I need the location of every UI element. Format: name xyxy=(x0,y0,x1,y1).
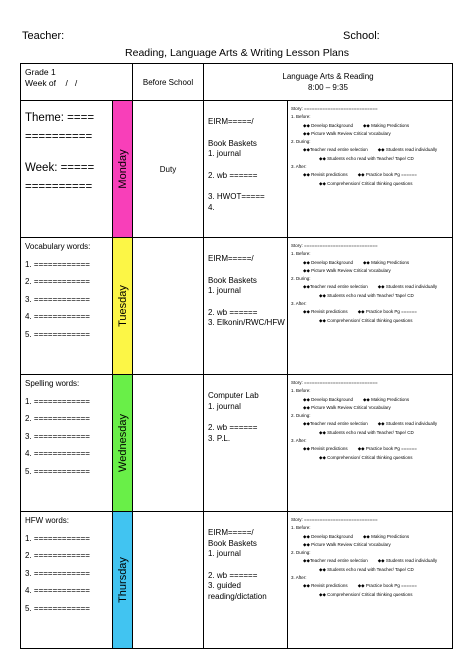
story-line xyxy=(291,574,450,582)
story-text: 3. After: xyxy=(291,438,307,444)
lang-arts-item: 1. journal xyxy=(208,149,241,158)
left-cell xyxy=(21,101,113,238)
day-name: Tuesday xyxy=(116,285,129,327)
story-text: ◆◆ Develop Background xyxy=(303,259,353,265)
story-text: 2. During: xyxy=(291,413,311,419)
theme-line: ========== xyxy=(25,131,93,143)
story-text: ◆◆ Picture Walk Review Critical Vocabulary xyxy=(303,130,391,136)
word-list-title: Spelling words: xyxy=(25,379,80,388)
story-line xyxy=(291,454,450,462)
left-cell xyxy=(21,375,113,512)
story-text: ◆◆Teacher read entire selection xyxy=(303,421,368,427)
story-text: ◆◆ Students echo read with Teacher/ Tape/ CD xyxy=(319,429,414,435)
story-line xyxy=(291,138,450,146)
story-line xyxy=(291,541,450,549)
story-text: ◆◆ Students read individually xyxy=(377,284,438,290)
story-text: ◆◆Teacher read entire selection xyxy=(303,147,368,153)
before-school-cell xyxy=(133,512,204,649)
story-line xyxy=(291,533,450,541)
story-line xyxy=(291,180,450,188)
story-text: ◆◆ Comprehension/ Critical thinking questions xyxy=(319,591,413,597)
story-text: Story: ============================ xyxy=(291,380,378,385)
story-text: ◆◆ Picture Walk Review Critical Vocabulary xyxy=(303,541,391,547)
story-line xyxy=(291,437,450,445)
story-line xyxy=(291,283,450,291)
word-list-item: 1. ============ xyxy=(25,396,90,406)
theme-line: ========== xyxy=(25,181,93,193)
lang-arts-item: 3. guided xyxy=(208,581,241,590)
story-line xyxy=(291,445,450,453)
story-line xyxy=(291,122,450,130)
lang-arts-item: 4. xyxy=(208,202,215,212)
story-text: ◆◆ Revisit predictions xyxy=(303,446,348,452)
story-text: ◆◆ Develop Background xyxy=(303,396,353,402)
story-line xyxy=(291,317,450,325)
story-text: ◆◆ Picture Walk Review Critical Vocabulary xyxy=(303,267,391,273)
grade-label: Grade 1 xyxy=(25,67,56,77)
story-text: 2. During: xyxy=(291,276,311,282)
lang-arts-item: 3. HWOT===== xyxy=(208,192,265,201)
story-line xyxy=(291,387,450,395)
day-label-cell xyxy=(113,238,133,375)
word-list-item: 4. ============ xyxy=(25,586,90,595)
lang-arts-item: 3. Elkonin/RWC/HFW xyxy=(208,318,285,327)
lang-arts-item: reading/dictation xyxy=(208,591,267,601)
story-text: ◆◆ Develop Background xyxy=(303,122,353,128)
lang-arts-item: 2. wb ====== xyxy=(208,170,258,180)
story-text: ◆◆ Develop Background xyxy=(303,533,353,539)
story-text: ◆◆ Revisit predictions xyxy=(303,309,348,315)
story-text: 2. During: xyxy=(291,550,311,556)
lang-arts-cell xyxy=(204,375,288,512)
day-row-wednesday xyxy=(21,375,453,512)
lang-arts-item: 3. P.L. xyxy=(208,433,231,443)
lang-arts-cell xyxy=(204,101,288,238)
story-text: ◆◆ Students echo read with Teacher/ Tape/ CD xyxy=(319,155,414,161)
before-school-cell xyxy=(133,375,204,512)
table-header-row xyxy=(21,64,453,101)
word-list-item: 5. ============ xyxy=(25,466,90,476)
lang-arts-item: 2. wb ====== xyxy=(208,423,258,432)
story-text: ◆◆ Revisit predictions xyxy=(303,583,348,589)
story-line xyxy=(291,308,450,316)
story-line xyxy=(291,275,450,283)
day-label-cell xyxy=(113,512,133,649)
story-line xyxy=(291,516,450,524)
story-text: ◆◆ Students echo read with Teacher/ Tape/ CD xyxy=(319,292,414,298)
word-list-title: Vocabulary words: xyxy=(25,242,91,251)
lang-arts-item: 2. wb ====== xyxy=(208,307,258,317)
story-text: ◆◆ Making Predictions xyxy=(362,533,410,539)
story-line xyxy=(291,163,450,171)
story-text: ◆◆Teacher read entire selection xyxy=(303,558,368,564)
story-text: ◆◆ Practice book Pg ====== xyxy=(357,309,417,315)
lesson-plan-table xyxy=(20,63,453,649)
story-line xyxy=(291,250,450,258)
story-text: ◆◆ Students read individually xyxy=(377,558,438,564)
story-text: 1. Before: xyxy=(291,525,311,531)
lang-arts-item: Computer Lab xyxy=(208,391,259,400)
word-list-item: 5. ============ xyxy=(25,603,90,613)
story-text: 1. Before: xyxy=(291,251,311,257)
lang-arts-time: 8:00 – 9:35 xyxy=(307,83,349,92)
story-text: 1. Before: xyxy=(291,114,311,120)
story-line xyxy=(291,259,450,267)
story-line xyxy=(291,591,450,599)
day-name: Thursday xyxy=(116,557,129,603)
story-line xyxy=(291,404,450,412)
story-text: ◆◆ Comprehension/ Critical thinking questions xyxy=(319,317,413,323)
day-label-cell xyxy=(113,101,133,238)
story-text: Story: ============================ xyxy=(291,243,378,248)
page-title: Reading, Language Arts & Writing Lesson Plans xyxy=(125,47,349,59)
story-text: 3. After: xyxy=(291,575,307,581)
story-text: ◆◆ Practice book Pg ====== xyxy=(357,583,417,589)
story-line xyxy=(291,582,450,590)
word-list-item: 2. ============ xyxy=(25,551,90,560)
lang-arts-item: Book Baskets xyxy=(208,138,257,148)
week-label: Week of / / xyxy=(25,78,78,88)
word-list-item: 3. ============ xyxy=(25,294,90,304)
story-text: ◆◆ Students read individually xyxy=(377,421,438,427)
lang-arts-item: 2. wb ====== xyxy=(208,570,258,580)
story-text: 1. Before: xyxy=(291,388,311,394)
lang-arts-cell xyxy=(204,238,288,375)
story-text: ◆◆ Making Predictions xyxy=(362,259,410,265)
story-line xyxy=(291,549,450,557)
before-school-cell: Duty xyxy=(133,101,204,238)
story-line xyxy=(291,292,450,300)
word-list-item: 2. ============ xyxy=(25,414,90,423)
day-label-cell xyxy=(113,375,133,512)
story-text: ◆◆ Picture Walk Review Critical Vocabulary xyxy=(303,404,391,410)
theme-line: Week: ===== xyxy=(25,162,95,174)
story-text: 2. During: xyxy=(291,139,311,145)
story-cell xyxy=(288,238,453,375)
story-line xyxy=(291,420,450,428)
lang-arts-item: EIRM=====/ xyxy=(208,254,254,263)
story-line xyxy=(291,267,450,275)
before-school-header: Before School xyxy=(133,64,204,101)
word-list-item: 4. ============ xyxy=(25,449,90,458)
story-line xyxy=(291,429,450,437)
word-list-item: 3. ============ xyxy=(25,431,90,441)
story-text: Story: ============================ xyxy=(291,517,378,522)
story-line xyxy=(291,242,450,250)
lang-arts-item: 1. journal xyxy=(208,549,241,558)
story-line xyxy=(291,155,450,163)
story-text: ◆◆ Making Predictions xyxy=(362,396,410,402)
story-line xyxy=(291,105,450,113)
teacher-label: Teacher: xyxy=(22,30,65,42)
left-cell xyxy=(21,512,113,649)
story-line xyxy=(291,396,450,404)
word-list-item: 4. ============ xyxy=(25,312,90,321)
lang-arts-title: Language Arts & Reading xyxy=(282,72,374,81)
story-text: Story: ============================ xyxy=(291,106,378,111)
word-list-title: HFW words: xyxy=(25,516,69,525)
story-line xyxy=(291,524,450,532)
lang-arts-item: 1. journal xyxy=(208,286,241,295)
story-text: ◆◆ Comprehension/ Critical thinking questions xyxy=(319,454,413,460)
lang-arts-item: EIRM=====/ xyxy=(208,528,254,537)
word-list-item: 5. ============ xyxy=(25,329,90,339)
story-line xyxy=(291,300,450,308)
before-school-cell xyxy=(133,238,204,375)
school-label: School: xyxy=(343,30,380,42)
day-row-tuesday xyxy=(21,238,453,375)
story-cell xyxy=(288,512,453,649)
story-text: ◆◆ Revisit predictions xyxy=(303,172,348,178)
story-line xyxy=(291,113,450,121)
story-line xyxy=(291,557,450,565)
story-text: ◆◆ Making Predictions xyxy=(362,122,410,128)
story-line xyxy=(291,412,450,420)
word-list-item: 1. ============ xyxy=(25,533,90,543)
story-text: 3. After: xyxy=(291,164,307,170)
theme-line: Theme: ==== xyxy=(25,112,95,124)
lang-arts-item: Book Baskets xyxy=(208,538,257,548)
story-line xyxy=(291,566,450,574)
story-text: ◆◆ Practice book Pg ====== xyxy=(357,446,417,452)
story-cell xyxy=(288,375,453,512)
lang-arts-item: 1. journal xyxy=(208,401,241,411)
word-list-item: 2. ============ xyxy=(25,277,90,286)
lang-arts-item: Book Baskets xyxy=(208,275,257,285)
story-text: ◆◆ Practice book Pg ====== xyxy=(357,172,417,178)
day-row-monday xyxy=(21,101,453,238)
story-text: ◆◆ Students read individually xyxy=(377,147,438,153)
story-line xyxy=(291,171,450,179)
story-cell xyxy=(288,101,453,238)
day-name: Monday xyxy=(116,149,129,189)
lang-arts-cell xyxy=(204,512,288,649)
lang-arts-item: EIRM=====/ xyxy=(208,117,254,126)
lang-arts-header xyxy=(204,64,453,101)
story-text: ◆◆ Students echo read with Teacher/ Tape/ CD xyxy=(319,566,414,572)
word-list-item: 3. ============ xyxy=(25,568,90,578)
day-name: Wednesday xyxy=(116,414,129,472)
left-cell xyxy=(21,238,113,375)
story-line xyxy=(291,379,450,387)
story-text: ◆◆Teacher read entire selection xyxy=(303,284,368,290)
day-row-thursday xyxy=(21,512,453,649)
word-list-item: 1. ============ xyxy=(25,259,90,269)
story-line xyxy=(291,146,450,154)
story-text: 3. After: xyxy=(291,301,307,307)
story-text: ◆◆ Comprehension/ Critical thinking questions xyxy=(319,180,413,186)
grade-week-cell xyxy=(21,64,133,101)
story-line xyxy=(291,130,450,138)
